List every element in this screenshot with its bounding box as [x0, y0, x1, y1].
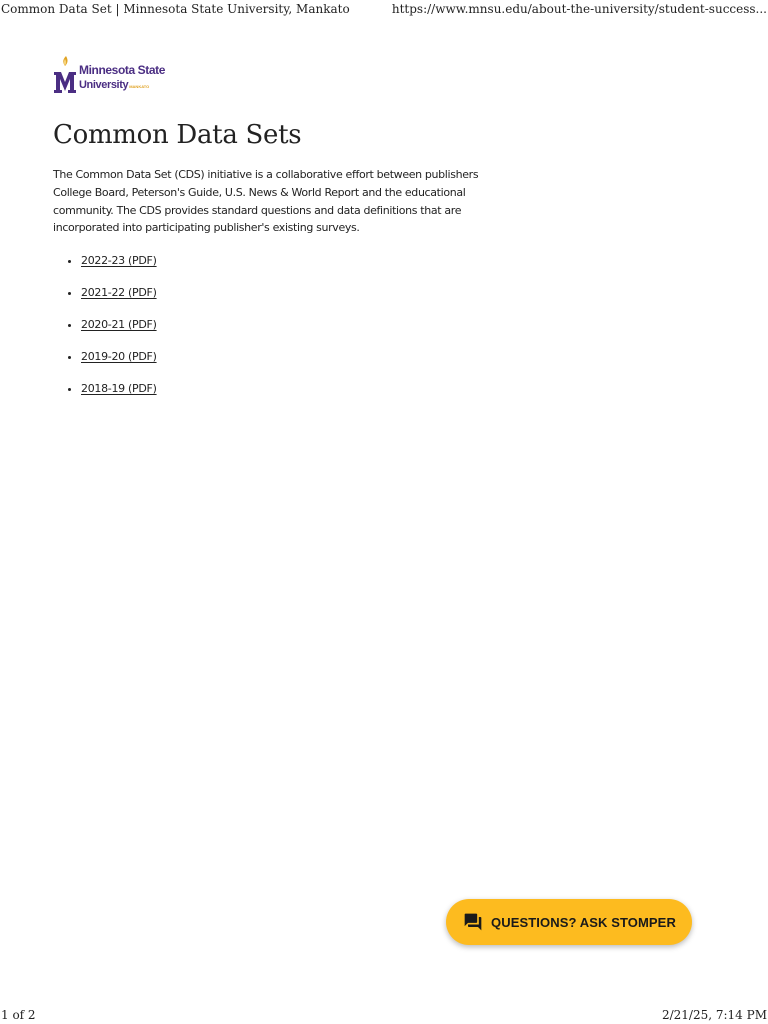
print-page-title: Common Data Set | Minnesota State University, Mankato — [1, 2, 350, 16]
logo-line-2: University — [79, 79, 129, 91]
print-footer — [0, 1004, 768, 1024]
logo-line-3: MANKATO — [129, 84, 150, 89]
print-date: 2/21/25, 7:14 PM — [661, 1008, 767, 1022]
report-link-2022-23[interactable]: 2022-23 (PDF) — [81, 254, 157, 267]
page-title: Common Data Sets — [53, 120, 302, 150]
chat-bubbles-icon — [463, 912, 483, 932]
university-logo[interactable] — [53, 54, 173, 96]
ask-stomper-button[interactable] — [446, 899, 692, 945]
print-page-url: https://www.mnsu.edu/about-the-university/student-success... — [391, 2, 767, 16]
report-link-2021-22[interactable]: 2021-22 (PDF) — [81, 286, 157, 299]
report-link-2020-21[interactable]: 2020-21 (PDF) — [81, 318, 157, 331]
report-list — [53, 252, 157, 412]
list-item — [81, 380, 157, 412]
list-item — [81, 252, 157, 284]
list-item — [81, 316, 157, 348]
ask-stomper-label: QUESTIONS? ASK STOMPER — [491, 914, 676, 930]
intro-paragraph: The Common Data Set (CDS) initiative is a collaborative effort between publishers College Board, Peterson's Guide, U.S. News & World Report and the educational community. The CDS provides standard questions and data definitions that are incorporated into participating publisher's existing surveys. — [53, 168, 479, 235]
list-item — [81, 284, 157, 316]
university-logo-icon — [53, 55, 77, 95]
logo-line-1: Minnesota State — [79, 63, 166, 77]
report-link-2018-19[interactable]: 2018-19 (PDF) — [81, 382, 157, 395]
print-header — [0, 0, 768, 20]
report-link-2019-20[interactable]: 2019-20 (PDF) — [81, 350, 157, 363]
list-item — [81, 348, 157, 380]
print-page-number: 1 of 2 — [1, 1008, 36, 1022]
